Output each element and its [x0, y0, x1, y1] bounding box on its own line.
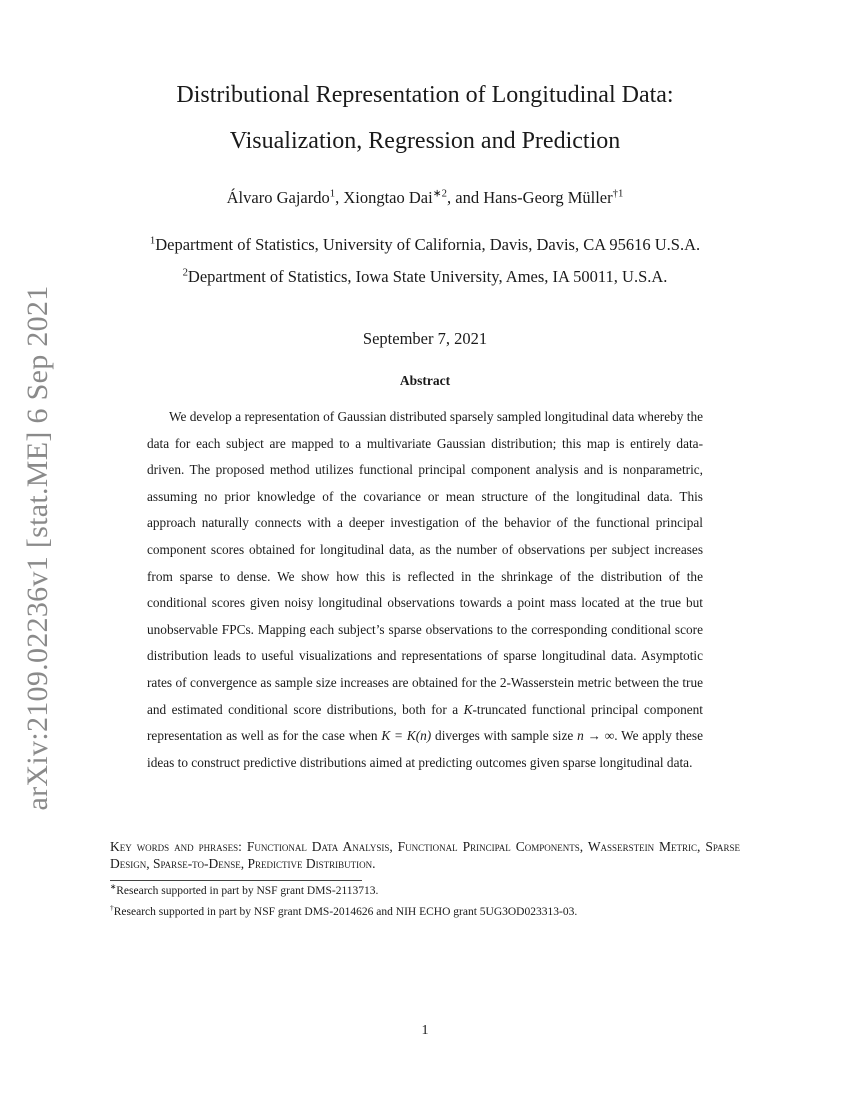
author-separator: , and — [447, 188, 484, 207]
footnote-mark: † — [110, 903, 114, 913]
author-list — [0, 188, 850, 208]
abstract-body — [147, 404, 703, 776]
affiliation-text: Department of Statistics, Iowa State University, Ames, IA 50011, U.S.A. — [187, 267, 668, 286]
footnote-text: Research supported in part by NSF grant DMS-2014626 and NIH ECHO grant 5UG3OD023313-03. — [113, 906, 578, 918]
page-number: 1 — [421, 1023, 429, 1038]
paper-title-line-2: Visualization, Regression and Prediction — [229, 128, 621, 154]
author-separator: , — [335, 188, 344, 207]
footnote-2 — [110, 905, 750, 919]
abstract-heading: Abstract — [399, 373, 451, 388]
footnote-text: Research supported in part by NSF grant DMS-2113713. — [116, 885, 379, 897]
footnote-1 — [110, 884, 750, 898]
affiliation-1 — [0, 235, 850, 255]
keywords-label: Key words and phrases: — [110, 839, 242, 854]
math-symbol: K — [463, 701, 473, 717]
abstract-text: -truncated functional principal component representation as well as for the case when — [147, 701, 703, 744]
author-mark: 1 — [329, 187, 336, 200]
footnote-divider — [110, 880, 362, 881]
math-expression: n → ∞ — [577, 728, 615, 744]
affiliation-2 — [0, 267, 850, 287]
affiliation-mark: 1 — [149, 234, 156, 247]
publication-date: September 7, 2021 — [362, 329, 488, 348]
arxiv-identifier: arXiv:2109.02236v1 [stat.ME] 6 Sep 2021 — [21, 285, 54, 811]
author-mark: †1 — [612, 187, 624, 200]
keywords — [110, 838, 740, 872]
author-name: Xiongtao Dai — [343, 188, 433, 207]
affiliation-mark: 2 — [182, 266, 188, 279]
math-expression: K = K(n) — [381, 728, 432, 744]
affiliation-text: Department of Statistics, University of California, Davis, Davis, CA 95616 U.S.A. — [155, 235, 701, 254]
abstract-text: . We apply these ideas to construct predictive distributions aimed at predicting outcomes given sparse longitudinal data. — [147, 728, 703, 770]
keywords-text: Functional Data Analysis, Functional Principal Components, Wasserstein Metric, Sparse Design, Sparse-to-Dense, Predictive Distribution. — [110, 839, 741, 871]
abstract-text: We develop a representation of Gaussian distributed sparsely sampled longitudinal data whereby the data for each subject are mapped to a multivariate Gaussian distribution; this map is entirely data-driven. The proposed method utilizes functional principal component analysis and is nonparametric, assuming no prior knowledge of the covariance or mean structure of the longitudinal data. This approach naturally connects with a deeper investigation of the behavior of the functional principal component scores obtained for longitudinal data, as the number of observations per subject increases from sparse to dense. We show how this is reflected in the shrinkage of the distribution of the conditional scores given noisy longitudinal observations towards a point mass located at the true but unobservable FPCs. Mapping each subject’s sparse observations to the corresponding conditional score distribution leads to useful visualizations and representations of sparse longitudinal data. Asymptotic rates of convergence as sample size increases are obtained for the 2-Wasserstein metric between the true and estimated conditional score distributions, both for a — [147, 409, 703, 717]
footnote-mark: ∗ — [110, 882, 117, 892]
author-name: Álvaro Gajardo — [226, 188, 330, 207]
author-name: Hans-Georg Müller — [483, 188, 613, 207]
author-mark: ∗2 — [432, 187, 448, 200]
abstract-text: diverges with sample size — [431, 728, 578, 744]
paper-title-line-1: Distributional Representation of Longitudinal Data: — [176, 82, 674, 108]
